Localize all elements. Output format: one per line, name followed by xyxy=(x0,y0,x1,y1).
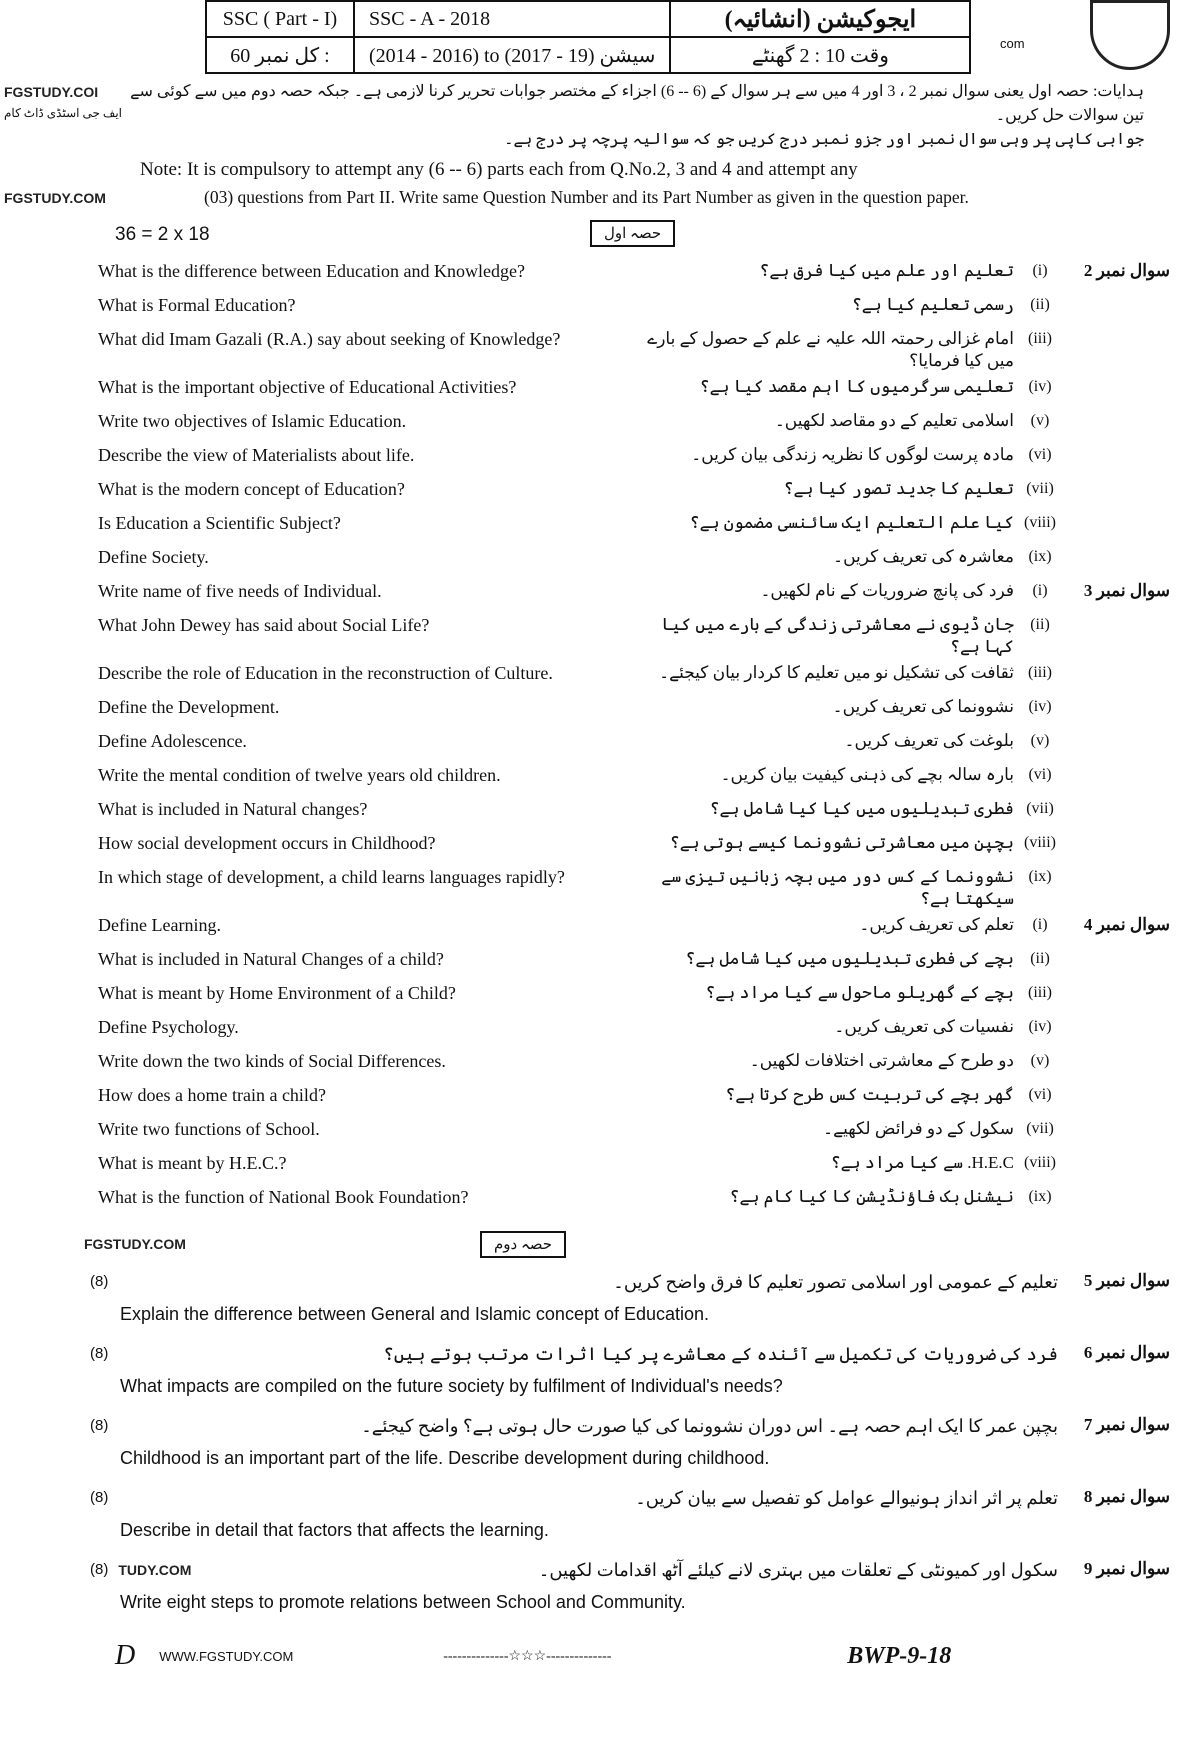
part-number: (v) xyxy=(1030,1052,1050,1069)
marks-cell xyxy=(0,1558,192,1582)
question-row xyxy=(0,1414,1170,1446)
part-number: (ii) xyxy=(1030,950,1050,967)
question-text-en: What is the function of National Book Foundation? xyxy=(98,1187,469,1207)
question-text-ur: سکول کے دو فرائض لکھیے۔ xyxy=(823,1119,1014,1138)
question-number: سوال نمبر 8 xyxy=(1083,1487,1170,1506)
question-text-ur: تعلیمی سرگرمیوں کا اہم مقصد کیا ہے؟ xyxy=(699,377,1014,396)
class-cell: SSC ( Part - I) xyxy=(206,1,354,37)
note-line-2: (03) questions from Part II. Write same Question Number and its Part Number as given in the question paper. xyxy=(204,187,969,207)
question-text-ur: تعلم کی تعریف کریں۔ xyxy=(859,915,1014,934)
question-row xyxy=(0,658,1170,692)
question-row xyxy=(0,726,1170,760)
question-text-en: Define Adolescence. xyxy=(98,731,247,751)
question-text-ur: معاشرہ کی تعریف کریں۔ xyxy=(833,547,1014,566)
question-row xyxy=(0,406,1170,440)
question-text-en: Write down the two kinds of Social Differences. xyxy=(98,1051,446,1071)
com-mark: com xyxy=(1000,36,1025,51)
part-number: (i) xyxy=(1032,262,1048,279)
time-cell xyxy=(670,37,970,73)
question-text-en: Write name of five needs of Individual. xyxy=(98,581,382,601)
part-number: (iv) xyxy=(1028,378,1052,395)
watermark: FGSTUDY.COM xyxy=(4,190,106,206)
question-text-ur: امام غزالی رحمتہ اللہ علیہ نے علم کے حصول کے بارے میں کیا فرمایا؟ xyxy=(647,329,1014,370)
part-number: (vi) xyxy=(1028,1086,1052,1103)
question-block xyxy=(0,1342,1170,1410)
question-text-ur: گھر بچے کی تربیت کس طرح کرتا ہے؟ xyxy=(725,1085,1014,1104)
part-number: (viii) xyxy=(1024,1154,1056,1171)
question-text-ur: نشوونما کے کس دور میں بچہ زبانیں تیزی سے سیکھتا ہے؟ xyxy=(661,867,1014,908)
question-text-en: Define Society. xyxy=(98,547,209,567)
part-number: (ix) xyxy=(1028,1188,1052,1205)
part-number: (vii) xyxy=(1026,1120,1054,1137)
question-row xyxy=(0,1486,1170,1518)
question-text-en: What is meant by Home Environment of a Child? xyxy=(98,983,456,1003)
time-label: وقت xyxy=(850,44,889,67)
session-cell xyxy=(354,37,670,73)
marks-cell xyxy=(0,1342,180,1366)
part-number: (viii) xyxy=(1024,834,1056,851)
question-text-ur: تعلیم کے عمومی اور اسلامی تصور تعلیم کا فرق واضح کریں۔ xyxy=(613,1272,1058,1292)
question-row xyxy=(0,474,1170,508)
footer-stars: --------------☆☆☆-------------- xyxy=(443,1648,612,1664)
watermark: ایف جی اسٹڈی ڈاٹ کام xyxy=(4,106,122,120)
question-row xyxy=(0,610,1170,658)
question-row xyxy=(0,1148,1170,1182)
paper-code: BWP-9-18 xyxy=(847,1642,952,1669)
note-line-1: Note: It is compulsory to attempt any (6 -- 6) parts each from Q.No.2, 3 and 4 and attempt any xyxy=(140,159,858,180)
question-text-en: What is Formal Education? xyxy=(98,295,296,315)
part-number: (ix) xyxy=(1028,868,1052,885)
part2-questions xyxy=(0,1270,1170,1626)
question-row xyxy=(0,290,1170,324)
question-row xyxy=(0,862,1170,910)
total-marks: 60 xyxy=(230,44,251,67)
question-number: سوال نمبر 2 xyxy=(1083,261,1170,280)
part-number: (ii) xyxy=(1030,296,1050,313)
question-text-ur: تعلیم کا جدید تصور کیا ہے؟ xyxy=(783,479,1014,498)
part2-label: حصہ دوم xyxy=(480,1231,566,1258)
question-row xyxy=(0,1080,1170,1114)
question-text-ur: H.E.C. سے کیا مراد ہے؟ xyxy=(830,1153,1014,1172)
part-number: (vii) xyxy=(1026,480,1054,497)
question-block xyxy=(0,1486,1170,1554)
part1-label: حصہ اول xyxy=(590,220,675,247)
question-text-ur: کیا علم التعلیم ایک سائنسی مضمون ہے؟ xyxy=(689,513,1014,532)
time-value: 2 : 10 xyxy=(799,44,845,67)
question-row xyxy=(0,760,1170,794)
watermark-column xyxy=(0,80,124,121)
question-text-en: Define Psychology. xyxy=(98,1017,239,1037)
note-line-2-row xyxy=(0,184,1170,210)
part-number: (v) xyxy=(1030,732,1050,749)
question-text-ur: نیشنل بک فاؤنڈیشن کا کیا کام ہے؟ xyxy=(729,1187,1014,1206)
question-text-en: Explain the difference between General and Islamic concept of Education. xyxy=(120,1304,710,1324)
question-text-ur: بلوغت کی تعریف کریں۔ xyxy=(844,731,1014,750)
question-block xyxy=(0,1414,1170,1482)
question-row xyxy=(0,256,1170,290)
question-marks: (8) xyxy=(90,1561,109,1578)
question-text-en: Is Education a Scientific Subject? xyxy=(98,513,341,533)
question-text-ur: بچے کی فطری تبدیلیوں میں کیا شامل ہے؟ xyxy=(685,949,1014,968)
handwritten-mark: D xyxy=(115,1640,136,1671)
question-row xyxy=(0,1046,1170,1080)
marks-cell xyxy=(0,1414,180,1438)
question-text-ur: مادہ پرست لوگوں کا نظریہ زندگی بیان کریں۔ xyxy=(691,445,1014,464)
question-marks: (8) xyxy=(90,1273,109,1290)
question-text-ur: سکول اور کمیونٹی کے تعلقات میں بہتری لانے کیلئے آٹھ اقدامات لکھیں۔ xyxy=(538,1560,1058,1580)
question-text-en: Define the Development. xyxy=(98,697,280,717)
part-number: (viii) xyxy=(1024,514,1056,531)
question-marks: (8) xyxy=(90,1417,109,1434)
question-number: سوال نمبر 7 xyxy=(1083,1415,1170,1434)
part-number: (iii) xyxy=(1028,664,1052,681)
question-text-en: What is included in Natural Changes of a child? xyxy=(98,949,444,969)
marks-cell xyxy=(0,1270,180,1294)
question-text-ur: رسمی تعلیم کیا ہے؟ xyxy=(851,295,1014,314)
question-row xyxy=(0,372,1170,406)
total-marks-cell xyxy=(206,37,354,73)
question-text-en: What did Imam Gazali (R.A.) say about seeking of Knowledge? xyxy=(98,329,561,349)
question-text-en: Describe in detail that factors that affects the learning. xyxy=(120,1520,549,1540)
part-number: (vi) xyxy=(1028,766,1052,783)
question-text-en: How social development occurs in Childhood? xyxy=(98,833,436,853)
question-text-en: Define Learning. xyxy=(98,915,221,935)
part-number: (ix) xyxy=(1028,548,1052,565)
question-block xyxy=(0,1558,1170,1626)
question-row xyxy=(0,508,1170,542)
question-text-ur: نشوونما کی تعریف کریں۔ xyxy=(832,697,1014,716)
part1-questions xyxy=(0,256,1170,1216)
marks-cell xyxy=(0,1486,180,1510)
subject-cell: ایجوکیشن (انشائیہ) xyxy=(670,1,970,37)
question-number: سوال نمبر 6 xyxy=(1083,1343,1170,1362)
question-row xyxy=(0,794,1170,828)
question-text-ur: بچپن میں معاشرتی نشوونما کیسے ہوتی ہے؟ xyxy=(669,833,1014,852)
question-text-ur: جان ڈیوی نے معاشرتی زندگی کے بارے میں کیا کہا ہے؟ xyxy=(661,615,1014,656)
question-row xyxy=(0,324,1170,372)
question-row xyxy=(0,692,1170,726)
question-row xyxy=(0,440,1170,474)
question-text-en: What is meant by H.E.C.? xyxy=(98,1153,287,1173)
question-text-ur: تعلم پر اثر انداز ہونیوالے عوامل کو تفصیل سے بیان کریں۔ xyxy=(635,1488,1058,1508)
instructions-urdu-1: ہدایات: حصہ اول یعنی سوال نمبر 2 ، 3 اور 4 میں سے ہر سوال کے (6 -- 6) اجزاء کے مختصر جوابات تحریر کرنا لازمی ہے۔ جبکہ حصہ دوم میں سے کوئی سے تین سوالات حل کریں۔ xyxy=(130,83,1144,124)
time-unit: گھنٹے xyxy=(751,44,795,67)
question-text-ur: بچپن عمر کا ایک اہم حصہ ہے۔ اس دوران نشوونما کی کیا صورت حال ہوتی ہے؟ واضح کیجئے۔ xyxy=(361,1416,1058,1436)
question-row xyxy=(0,542,1170,576)
question-row xyxy=(0,576,1170,610)
question-text-ur: اسلامی تعلیم کے دو مقاصد لکھیں۔ xyxy=(774,411,1014,430)
question-text-ur: فطری تبدیلیوں میں کیا کیا شامل ہے؟ xyxy=(709,799,1014,818)
question-text-en: What is the difference between Education and Knowledge? xyxy=(98,261,525,281)
board-logo-icon xyxy=(1090,0,1170,70)
question-text-ur: بارہ سالہ بچے کی ذہنی کیفیت بیان کریں۔ xyxy=(720,765,1014,784)
part-number: (vii) xyxy=(1026,800,1054,817)
question-row xyxy=(0,1342,1170,1374)
question-text-en: Childhood is an important part of the life. Describe development during childhood. xyxy=(120,1448,770,1468)
question-text-ur: فرد کی پانچ ضروریات کے نام لکھیں۔ xyxy=(760,581,1014,600)
question-row xyxy=(0,1114,1170,1148)
question-text-ur: نفسیات کی تعریف کریں۔ xyxy=(834,1017,1014,1036)
question-text-en: Write two functions of School. xyxy=(98,1119,320,1139)
question-text-en: In which stage of development, a child learns languages rapidly? xyxy=(98,867,565,887)
question-row xyxy=(0,1270,1170,1302)
question-marks: (8) xyxy=(90,1489,109,1506)
question-row xyxy=(0,1182,1170,1216)
session-years: (2014 - 2016) to (2017 - 19) xyxy=(369,44,595,67)
footer xyxy=(0,1634,1170,1678)
question-text-en: Write two objectives of Islamic Education. xyxy=(98,411,407,431)
question-row xyxy=(0,978,1170,1012)
question-row xyxy=(0,1558,1170,1590)
watermark-column xyxy=(0,184,204,208)
exam-cell: SSC - A - 2018 xyxy=(354,1,670,37)
instructions-urdu-2: جوابی کاپی پر وہی سوال نمبر اور جزو نمبر درج کریں جو کہ سوالیہ پرچہ پر درج ہے۔ xyxy=(504,131,1144,148)
part-number: (iii) xyxy=(1028,984,1052,1001)
question-marks: (8) xyxy=(90,1345,109,1362)
question-block xyxy=(0,1270,1170,1338)
question-text-ur: ثقافت کی تشکیل نو میں تعلیم کا کردار بیان کیجئے۔ xyxy=(659,663,1014,682)
part-number: (iii) xyxy=(1028,330,1052,347)
part-number: (ii) xyxy=(1030,616,1050,633)
total-marks-label: کل نمبر : xyxy=(255,44,330,67)
question-text-en: What is the important objective of Educational Activities? xyxy=(98,377,517,397)
instructions-urdu xyxy=(124,80,1170,152)
watermark: FGSTUDY.COI xyxy=(4,84,99,100)
question-text-ur: فرد کی ضروریات کی تکمیل سے آئندہ کے معاشرے پر کیا اثرات مرتب ہوتے ہیں؟ xyxy=(383,1344,1058,1364)
watermark: FGSTUDY.COM xyxy=(84,1236,186,1252)
question-number: سوال نمبر 9 xyxy=(1083,1559,1170,1578)
question-text-en: What John Dewey has said about Social Life? xyxy=(98,615,430,635)
question-text-en: Describe the role of Education in the reconstruction of Culture. xyxy=(98,663,553,683)
question-row xyxy=(0,910,1170,944)
instructions xyxy=(0,80,1170,152)
question-number: سوال نمبر 3 xyxy=(1083,581,1170,600)
question-number: سوال نمبر 4 xyxy=(1083,915,1170,934)
part-number: (i) xyxy=(1032,916,1048,933)
question-text-en: Write the mental condition of twelve years old children. xyxy=(98,765,501,785)
question-text-en: How does a home train a child? xyxy=(98,1085,326,1105)
header xyxy=(0,0,1170,80)
part-number: (v) xyxy=(1030,412,1050,429)
part1-marks: 36 = 2 x 18 xyxy=(115,224,210,245)
question-text-ur: بچے کے گھریلو ماحول سے کیا مراد ہے؟ xyxy=(705,983,1014,1002)
question-text-ur: تعلیم اور علم میں کیا فرق ہے؟ xyxy=(759,261,1014,280)
part-number: (vi) xyxy=(1028,446,1052,463)
part-number: (iv) xyxy=(1028,698,1052,715)
part1-heading xyxy=(0,218,1170,256)
part2-heading xyxy=(0,1222,1170,1266)
question-row xyxy=(0,1012,1170,1046)
question-text-ur: دو طرح کے معاشرتی اختلافات لکھیں۔ xyxy=(749,1051,1014,1070)
question-text-en: Write eight steps to promote relations between School and Community. xyxy=(120,1592,686,1612)
question-row xyxy=(0,944,1170,978)
watermark: TUDY.COM xyxy=(118,1562,192,1578)
question-text-en: What is included in Natural changes? xyxy=(98,799,368,819)
part-number: (i) xyxy=(1032,582,1048,599)
session-label: سیشن xyxy=(599,44,656,67)
header-table xyxy=(205,0,971,74)
part-number: (iv) xyxy=(1028,1018,1052,1035)
question-text-en: What impacts are compiled on the future society by fulfilment of Individual's needs? xyxy=(120,1376,783,1396)
footer-website: WWW.FGSTUDY.COM xyxy=(159,1648,294,1664)
question-text-en: Describe the view of Materialists about life. xyxy=(98,445,415,465)
question-row xyxy=(0,828,1170,862)
question-number: سوال نمبر 5 xyxy=(1083,1271,1170,1290)
question-text-en: What is the modern concept of Education? xyxy=(98,479,405,499)
